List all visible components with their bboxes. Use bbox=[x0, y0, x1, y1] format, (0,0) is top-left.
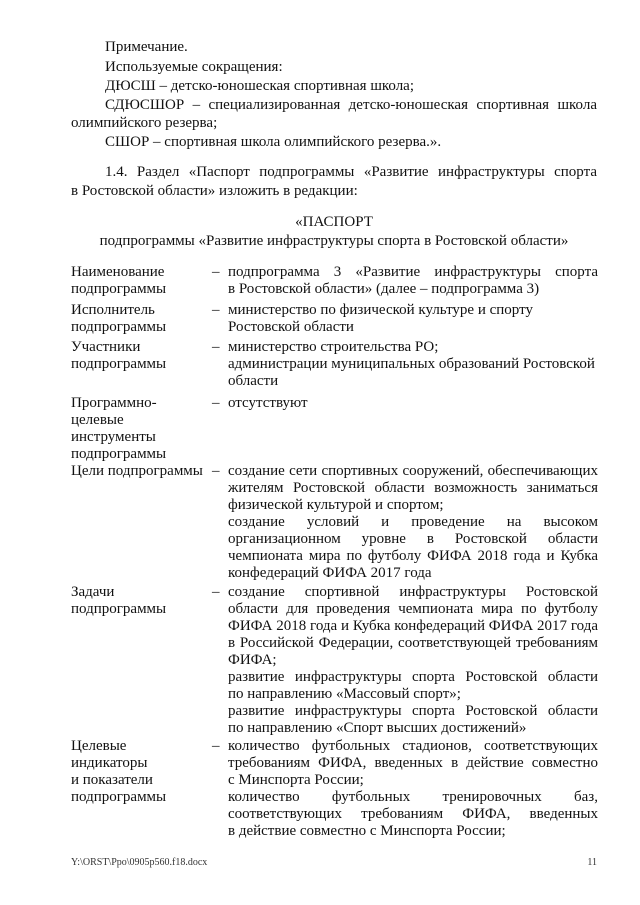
footer-file-path: Y:\ORST\Ppo\0905p560.f18.docx bbox=[71, 857, 208, 868]
passport-row-value-goals: создание сети спортивных сооружений, обеспечивающих жителям Ростовской области возможность заниматься физической культурой и спортом; создание условий и проведение на высоком организационном уровне в Ростовской области чемпионата мира по футболу ФИФА 2018 года и Кубка конфедераций ФИФА 2017 года bbox=[228, 463, 598, 581]
dash-separator: – bbox=[212, 395, 220, 411]
dash-separator: – bbox=[212, 264, 220, 280]
passport-row-value-participants: министерство строительства РО; администрации муниципальных образований Ростовской области bbox=[228, 339, 595, 389]
dash-separator: – bbox=[212, 738, 220, 754]
note-abbreviation-sdyusshor: СДЮСШОР – специализированная детско-юношеская спортивная школа bbox=[105, 97, 597, 113]
section-paragraph-line2: в Ростовской области» изложить в редакции: bbox=[71, 183, 358, 199]
passport-row-label-indicators: Целевые индикаторы и показатели подпрограммы bbox=[71, 738, 167, 805]
dash-separator: – bbox=[212, 302, 220, 318]
dash-separator: – bbox=[212, 339, 220, 355]
note-heading: Примечание. bbox=[105, 39, 188, 55]
passport-row-label-instruments: Программно- целевые инструменты подпрограммы bbox=[71, 395, 167, 462]
passport-title: «ПАСПОРТ bbox=[295, 214, 373, 230]
passport-row-value-name: подпрограмма 3 «Развитие инфраструктуры спорта в Ростовской области» (далее – подпрограмма 3) bbox=[228, 264, 598, 297]
note-abbreviation-sdyusshor-cont: олимпийского резерва; bbox=[71, 115, 218, 131]
note-abbreviation-dyussh: ДЮСШ – детско-юношеская спортивная школа; bbox=[105, 78, 415, 94]
passport-row-value-tasks: создание спортивной инфраструктуры Ростовской области для проведения чемпионата мира по футболу ФИФА 2018 года и Кубка конфедераций ФИФА 2017 года в Российской Федерации, соответствующей требованиям ФИФА; развитие инфраструктуры спорта Ростовской области по направлению «Массовый спорт»; развитие инфраструктуры спорта Ростовской области по направлению «Спорт высших достижений» bbox=[228, 584, 598, 736]
note-abbreviations-label: Используемые сокращения: bbox=[105, 59, 283, 75]
footer-page-number: 11 bbox=[587, 857, 597, 868]
section-paragraph-line1: 1.4. Раздел «Паспорт подпрограммы «Развитие инфраструктуры спорта bbox=[105, 164, 597, 180]
dash-separator: – bbox=[212, 584, 220, 600]
passport-row-label-name: Наименование подпрограммы bbox=[71, 264, 167, 297]
passport-row-label-participants: Участники подпрограммы bbox=[71, 339, 167, 372]
passport-row-label-executor: Исполнитель подпрограммы bbox=[71, 302, 167, 335]
note-abbreviation-sshor: СШОР – спортивная школа олимпийского резерва.». bbox=[105, 134, 442, 150]
passport-subtitle: подпрограммы «Развитие инфраструктуры спорта в Ростовской области» bbox=[99, 233, 569, 249]
passport-row-label-goals: Цели подпрограммы bbox=[71, 463, 203, 479]
passport-row-value-executor: министерство по физической культуре и спорту Ростовской области bbox=[228, 302, 533, 335]
passport-row-value-indicators: количество футбольных стадионов, соответствующих требованиям ФИФА, введенных в действие совместно с Минспорта России; количество футбольных тренировочных баз, соответствующих требованиям ФИФА, введенных в действие совместно с Минспорта России; bbox=[228, 738, 598, 839]
passport-row-label-tasks: Задачи подпрограммы bbox=[71, 584, 167, 617]
passport-row-value-instruments: отсутствуют bbox=[228, 395, 308, 411]
dash-separator: – bbox=[212, 463, 220, 479]
